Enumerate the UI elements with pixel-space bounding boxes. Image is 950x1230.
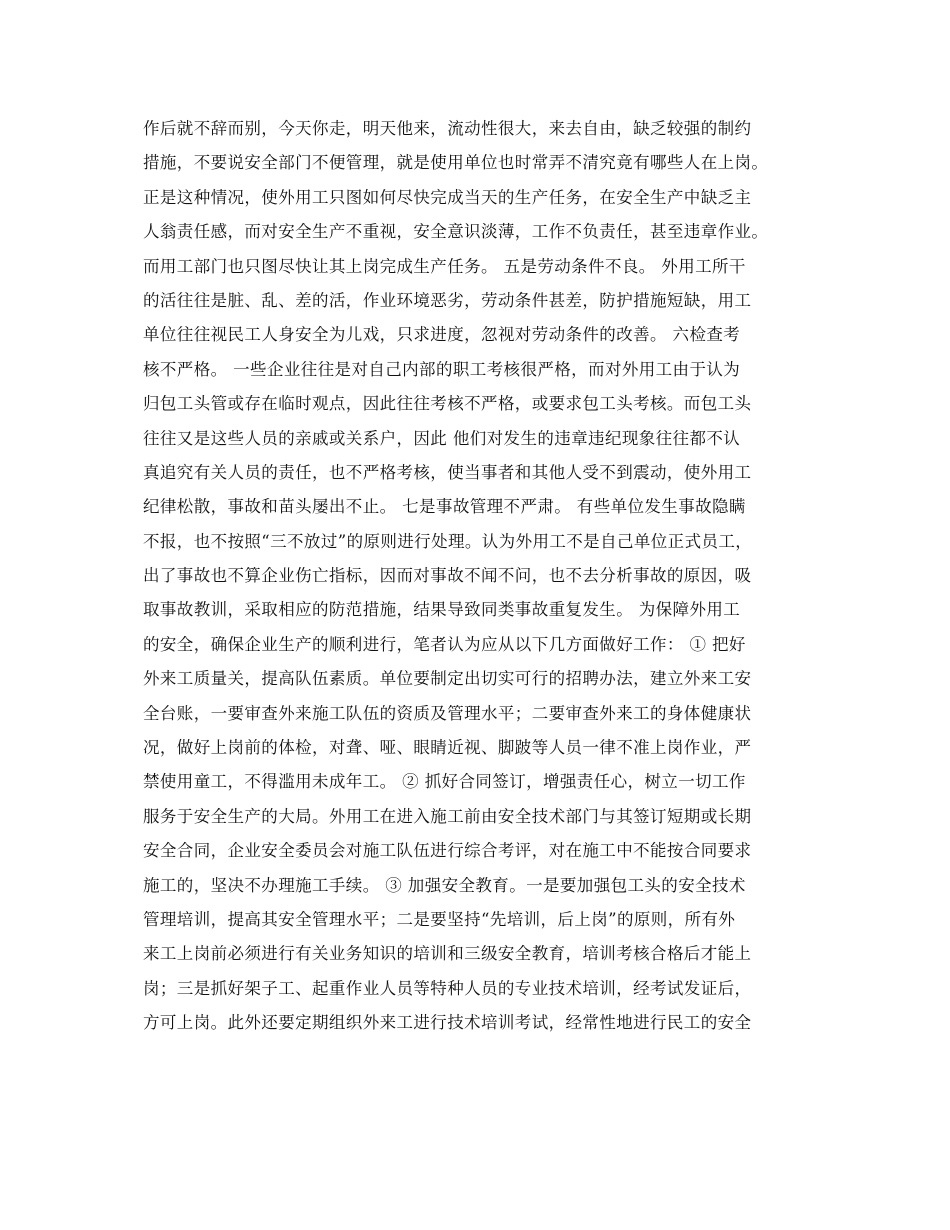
text-line: 真追究有关人员的责任，也不严格考核，使当事者和其他人受不到震动，使外用工 (143, 462, 752, 482)
text-line: 不报，也不按照“三不放过”的原则进行处理。认为外用工不是自己单位正式员工， (143, 531, 753, 551)
text-line: 禁使用童工，不得滥用未成年工。 ② 抓好合同签订，增强责任心，树立一切工作 (143, 772, 746, 792)
text-line: 取事故教训，采取相应的防范措施，结果导致同类事故重复发生。 为保障外用工 (143, 600, 741, 620)
text-line: 全台账，一要审查外来施工队伍的资质及管理水平；二要审查外来工的身体健康状 (143, 703, 752, 723)
text-line: 措施，不要说安全部门不便管理，就是使用单位也时常弄不清究竟有哪些人在上岗。 (143, 153, 769, 173)
text-line: 作后就不辞而别，今天你走，明天他来，流动性很大，来去自由，缺乏较强的制约 (143, 119, 752, 138)
text-line: 方可上岗。此外还要定期组织外来工进行技术培训考试，经常性地进行民工的安全 (143, 1013, 752, 1033)
text-line: 人翁责任感，而对安全生产不重视，安全意识淡薄，工作不负责任，甚至违章作业。 (143, 222, 769, 242)
text-line: 服务于安全生产的大局。外用工在进入施工前由安全技术部门与其签订短期或长期 (143, 806, 752, 826)
text-line: 核不严格。 一些企业往往是对自己内部的职工考核很严格，而对外用工由于认为 (143, 359, 741, 379)
text-line: 管理培训，提高其安全管理水平；二是要坚持“先培训，后上岗”的原则，所有外 (143, 909, 736, 929)
text-line: 况，做好上岗前的体检，对聋、哑、眼睛近视、脚跛等人员一律不准上岗作业，严 (143, 738, 752, 758)
text-line: 施工的，坚决不办理施工手续。 ③ 加强安全教育。一是要加强包工头的安全技术 (143, 875, 746, 895)
text-line: 纪律松散，事故和苗头屡出不止。 七是事故管理不严肃。 有些单位发生事故隐瞒 (143, 497, 746, 517)
text-line: 单位往往视民工人身安全为儿戏，只求进度，忽视对劳动条件的改善。 六检查考 (143, 325, 741, 345)
text-line: 往往又是这些人员的亲戚或关系户，因此 他们对发生的违章违纪现象往往都不认 (143, 428, 741, 448)
text-line: 正是这种情况，使外用工只图如何尽快完成当天的生产任务，在安全生产中缺乏主 (143, 187, 752, 207)
text-line: 岗；三是抓好架子工、起重作业人员等特种人员的专业技术培训，经考试发证后， (143, 978, 752, 998)
text-line: 的安全，确保企业生产的顺利进行，笔者认为应从以下几方面做好工作： ① 把好 (143, 634, 746, 654)
text-line: 的活往往是脏、乱、差的活，作业环境恶劣，劳动条件甚差，防护措施短缺，用工 (143, 290, 752, 310)
text-line: 而用工部门也只图尽快让其上岗完成生产任务。 五是劳动条件不良。 外用工所干 (143, 256, 746, 276)
text-line: 出了事故也不算企业伤亡指标，因而对事故不闻不问，也不去分析事故的原因，吸 (143, 566, 752, 586)
text-line: 安全合同，企业安全委员会对施工队伍进行综合考评，对在施工中不能按合同要求 (143, 841, 752, 861)
text-line: 外来工质量关，提高队伍素质。单位要制定出切实可行的招聘办法，建立外来工安 (143, 669, 752, 689)
text-line: 归包工头管或存在临时观点，因此往往考核不严格，或要求包工头考核。而包工头 (143, 394, 752, 414)
body-text (143, 112, 823, 1041)
text-line: 来工上岗前必须进行有关业务知识的培训和三级安全教育，培训考核合格后才能上 (143, 944, 752, 964)
